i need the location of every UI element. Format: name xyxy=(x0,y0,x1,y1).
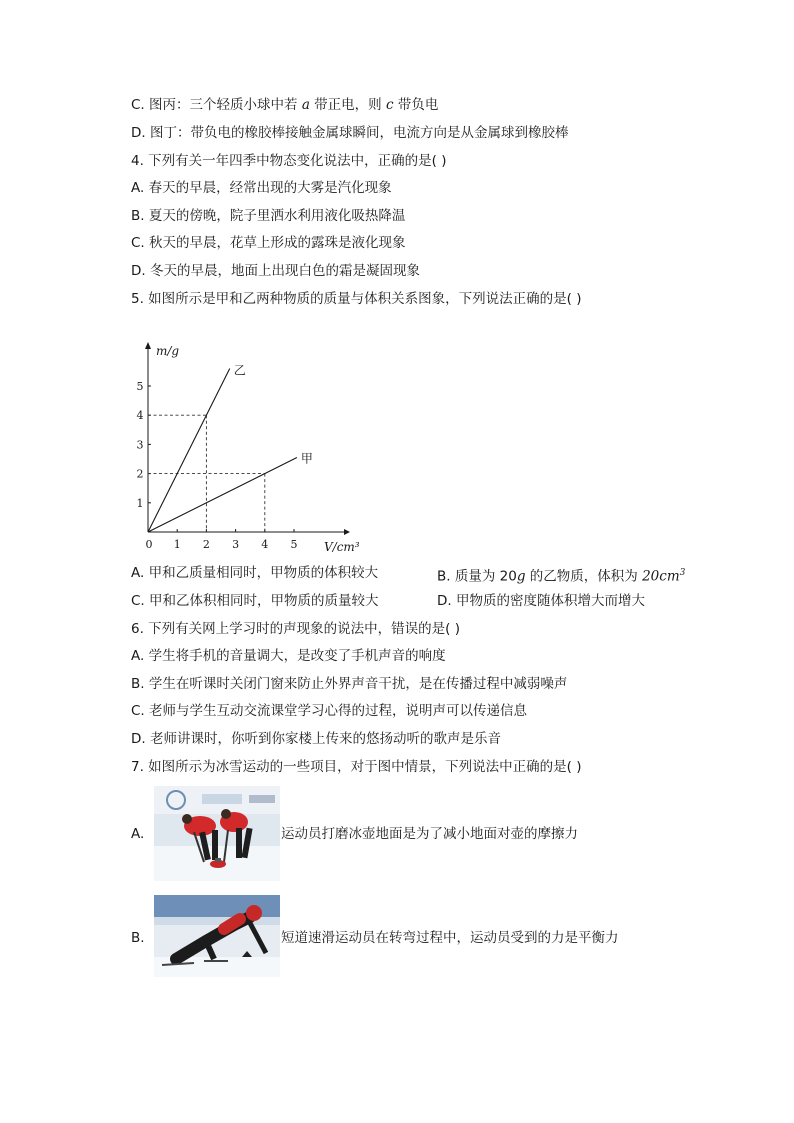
q7-option-b-label: B. xyxy=(131,930,145,946)
q7-option-a-label: A. xyxy=(131,826,145,842)
question-6: 6. 下列有关网上学习时的声现象的说法中，错误的是( ) xyxy=(131,621,460,637)
q5-option-c: C. 甲和乙体积相同时，甲物质的质量较大 xyxy=(131,593,379,609)
q6-option-d: D. 老师讲课时，你听到你家楼上传来的悠扬动听的歌声是乐音 xyxy=(131,731,501,747)
x-tick-label: 1 xyxy=(173,538,181,551)
q7-option-b-text: 短道速滑运动员在转弯过程中，运动员受到的力是平衡力 xyxy=(281,930,619,946)
q6-option-a: A. 学生将手机的音量调大，是改变了手机声音的响度 xyxy=(131,648,446,664)
option-c-ball-charge: C. 图丙：三个轻质小球中若 a 带正电，则 c 带负电 xyxy=(131,97,439,113)
series-line-yi xyxy=(148,368,230,532)
q6-option-b: B. 学生在听课时关闭门窗来防止外界声音干扰，是在传播过程中减弱噪声 xyxy=(131,676,568,692)
x-tick-label: 4 xyxy=(261,538,269,551)
question-7: 7. 如图所示为冰雪运动的一些项目，对于图中情景，下列说法中正确的是( ) xyxy=(131,759,582,775)
curling-scene-icon xyxy=(154,786,280,881)
q4-option-c: C. 秋天的早晨，花草上形成的露珠是液化现象 xyxy=(131,235,406,251)
question-4: 4. 下列有关一年四季中物态变化说法中，正确的是( ) xyxy=(131,153,447,169)
q4-option-b: B. 夏天的傍晚，院子里洒水利用液化吸热降温 xyxy=(131,208,406,224)
curling-photo xyxy=(154,786,280,881)
q4-option-a: A. 春天的早晨，经常出现的大雾是汽化现象 xyxy=(131,180,392,196)
question-5: 5. 如图所示是甲和乙两种物质的质量与体积关系图象，下列说法正确的是( ) xyxy=(131,291,582,307)
y-axis-label: m/g xyxy=(156,344,180,358)
q7-option-a-text: 运动员打磨冰壶地面是为了减小地面对壶的摩擦力 xyxy=(281,826,578,842)
q4-option-d: D. 冬天的早晨，地面上出现白色的霜是凝固现象 xyxy=(131,263,420,279)
option-d-current-direction: D. 图丁：带负电的橡胶棒接触金属球瞬间，电流方向是从金属球到橡胶棒 xyxy=(131,125,569,141)
y-axis-arrow xyxy=(145,342,151,349)
skating-scene-icon xyxy=(154,895,280,977)
mass-volume-chart xyxy=(128,335,368,557)
x-axis-arrow xyxy=(344,529,350,535)
y-tick-label: 2 xyxy=(136,467,144,481)
y-tick-label: 3 xyxy=(136,438,144,452)
y-tick-label: 1 xyxy=(136,496,144,510)
y-tick-label: 4 xyxy=(136,409,144,423)
y-tick-label: 5 xyxy=(136,380,144,393)
q5-option-a: A. 甲和乙质量相同时，甲物质的体积较大 xyxy=(131,565,379,581)
q5-option-d: D. 甲物质的密度随体积增大而增大 xyxy=(437,593,645,609)
q6-option-c: C. 老师与学生互动交流课堂学习心得的过程，说明声可以传递信息 xyxy=(131,703,528,719)
series-line-jia xyxy=(148,458,297,532)
x-tick-label: 5 xyxy=(290,538,298,551)
series-label: 乙 xyxy=(233,363,246,378)
x-tick-label: 3 xyxy=(232,538,240,551)
x-tick-label: 0 xyxy=(145,538,153,551)
series-label: 甲 xyxy=(300,451,313,466)
q5-option-b: B. 质量为 20g 的乙物质，体积为 $20cm^3$ xyxy=(437,568,686,585)
x-tick-label: 2 xyxy=(202,538,210,551)
x-axis-label: V/cm³ xyxy=(324,540,360,554)
short-track-photo xyxy=(154,895,280,977)
